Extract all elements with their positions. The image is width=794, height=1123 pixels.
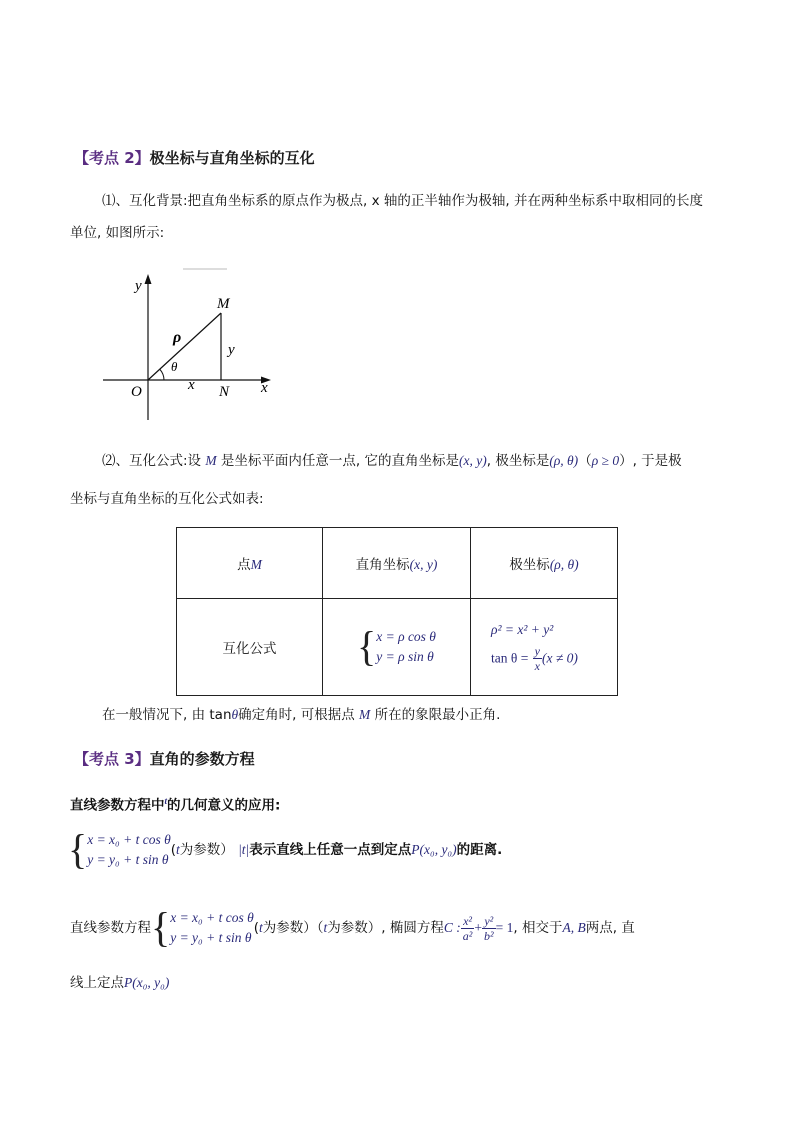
subhead-t: t — [164, 796, 168, 806]
frac-2-den: b² — [484, 928, 494, 943]
para-3-frac-1 — [461, 914, 475, 943]
subhead-line — [70, 790, 280, 817]
header-point-M: M — [250, 557, 262, 572]
para-3-b: ( — [253, 920, 260, 936]
table-row-label: 互化公式 — [177, 599, 323, 696]
para-3-frac-2 — [482, 914, 496, 943]
para-3-f: 两点, 直 — [585, 920, 635, 936]
header-rect-text: 直角坐标 — [355, 557, 410, 573]
frac-1-den: a² — [462, 928, 473, 943]
theta-arc — [160, 370, 164, 381]
para-1-line-2: 单位, 如图所示: — [70, 225, 165, 241]
para-3-line2-a: 线上定点 — [70, 975, 124, 991]
para-3-line2-P: P(x₀, y₀) — [124, 975, 170, 990]
polar-eq-2-frac — [533, 644, 542, 673]
rect-brace: { — [357, 622, 377, 671]
note-line — [102, 704, 500, 726]
para-3-l2: y = y₀ + t sin θ — [170, 930, 252, 945]
para-2-d: （ — [578, 453, 592, 469]
header-rect-xy: (x, y) — [409, 557, 438, 572]
polar-eq-1: ρ² = x² + y² — [491, 621, 554, 637]
eq-1-desc: 表示直线上任意一点到定点 — [249, 842, 412, 858]
table-rect-formula — [323, 599, 471, 696]
para-3-e: , 相交于 — [513, 920, 563, 936]
para-3-l1: x = x₀ + t cos θ — [170, 910, 254, 925]
eq-1-abs-t: |t| — [238, 842, 250, 857]
table-header-rect — [323, 528, 471, 599]
subhead-a: 直线参数方程中 — [70, 797, 165, 814]
label-origin: O — [131, 384, 142, 400]
para-3-eq: = 1 — [495, 920, 514, 935]
frac-den: x — [534, 658, 540, 673]
para-2-a: ⑵、互化公式:设 — [102, 453, 202, 469]
para-1-line-1: ⑴、互化背景:把直角坐标系的原点作为极点, x 轴的正半轴作为极轴, 并在两种坐标系中取相同的长度 — [102, 193, 703, 209]
polar-eq-2-b: (x ≠ 0) — [541, 650, 578, 665]
eq-1-P: P(x₀, y₀) — [411, 842, 457, 857]
para-2-b: 是坐标平面内任意一点, 它的直角坐标是 — [220, 453, 459, 469]
para-3-t2: t — [323, 920, 328, 935]
para-2-M: M — [205, 453, 217, 468]
header-polar-rt: (ρ, θ) — [549, 557, 579, 572]
table-header-point — [177, 528, 323, 599]
eq-1-l2: y = y₀ + t sin θ — [87, 852, 169, 867]
section-2-heading: 极坐标与直角坐标的互化 — [149, 149, 315, 167]
label-x-axis: x — [261, 380, 268, 396]
para-3-a: 直线参数方程 — [70, 920, 151, 936]
para-3-stack — [170, 908, 254, 948]
label-M: M — [217, 296, 230, 312]
para-3-line-1 — [70, 903, 635, 952]
table-header-polar — [471, 528, 618, 599]
eq-1-paren: ( — [170, 842, 177, 858]
label-y-axis: y — [135, 278, 142, 294]
para-2-line-2: 坐标与直角坐标的互化公式如表: — [70, 491, 264, 507]
label-theta: θ — [171, 359, 178, 374]
table-polar-formula — [471, 599, 618, 696]
section-3-tag: 【考点 3】 — [74, 750, 150, 768]
eq-1-stack — [87, 830, 171, 870]
section-2-tag: 【考点 2】 — [74, 149, 150, 167]
section-3-heading: 直角的参数方程 — [149, 750, 255, 768]
label-y-seg: y — [228, 342, 235, 358]
note-theta: θ — [231, 707, 239, 722]
para-3-AB: A, B — [562, 920, 586, 935]
label-x-seg: x — [188, 377, 195, 393]
para-2-c: , 极坐标是 — [486, 453, 550, 469]
para-3-line-2 — [70, 972, 169, 994]
para-3-t1: t — [259, 920, 263, 935]
subhead-b: 的几何意义的应用: — [167, 797, 281, 814]
eq-1-end: 的距离. — [456, 842, 503, 858]
y-axis-arrow — [145, 274, 152, 284]
eq-1-line — [68, 825, 503, 874]
eq-1-l1: x = x₀ + t cos θ — [87, 832, 171, 847]
rect-eq-2: y = ρ sin θ — [376, 649, 434, 664]
frac-num: y — [534, 643, 540, 658]
note-b: 确定角时, 可根据点 — [238, 707, 355, 723]
frac-2-num: y² — [482, 914, 496, 929]
eq-1-param: 为参数） — [179, 842, 234, 858]
rho-segment — [148, 313, 221, 380]
note-M: M — [359, 707, 371, 722]
rect-formula-stack — [376, 627, 436, 667]
para-3-c: 为参数）（ — [262, 920, 324, 936]
para-2-e: ）, 于是极 — [619, 453, 682, 469]
section-3-title — [74, 748, 255, 769]
section-2-title — [74, 147, 315, 168]
polar-eq-2-a: tan θ = — [491, 650, 529, 665]
label-N: N — [219, 384, 230, 400]
para-2-line-1 — [102, 450, 682, 472]
rect-eq-1: x = ρ cos θ — [376, 629, 436, 644]
note-c: 所在的象限最小正角. — [374, 707, 501, 723]
para-2-xy: (x, y) — [459, 453, 487, 468]
para-3-plus: + — [474, 920, 482, 935]
eq-1-param-t: t — [176, 842, 180, 857]
para-3-C: C : — [443, 920, 461, 935]
para-3-brace: { — [151, 903, 171, 952]
para-3-d: 为参数）, 椭圆方程 — [327, 920, 444, 936]
header-polar-text: 极坐标 — [509, 557, 550, 573]
label-rho: ρ — [173, 329, 182, 346]
eq-1-brace: { — [68, 825, 88, 874]
para-2-rt: (ρ, θ) — [549, 453, 579, 468]
para-2-cond: ρ ≥ 0 — [591, 453, 620, 468]
note-a: 在一般情况下, 由 tan — [102, 707, 232, 723]
polar-eq-2 — [491, 644, 617, 673]
conversion-table — [176, 527, 618, 696]
polar-diagram — [95, 262, 285, 422]
frac-1-num: x² — [461, 914, 475, 929]
header-point-text: 点 — [237, 557, 251, 573]
